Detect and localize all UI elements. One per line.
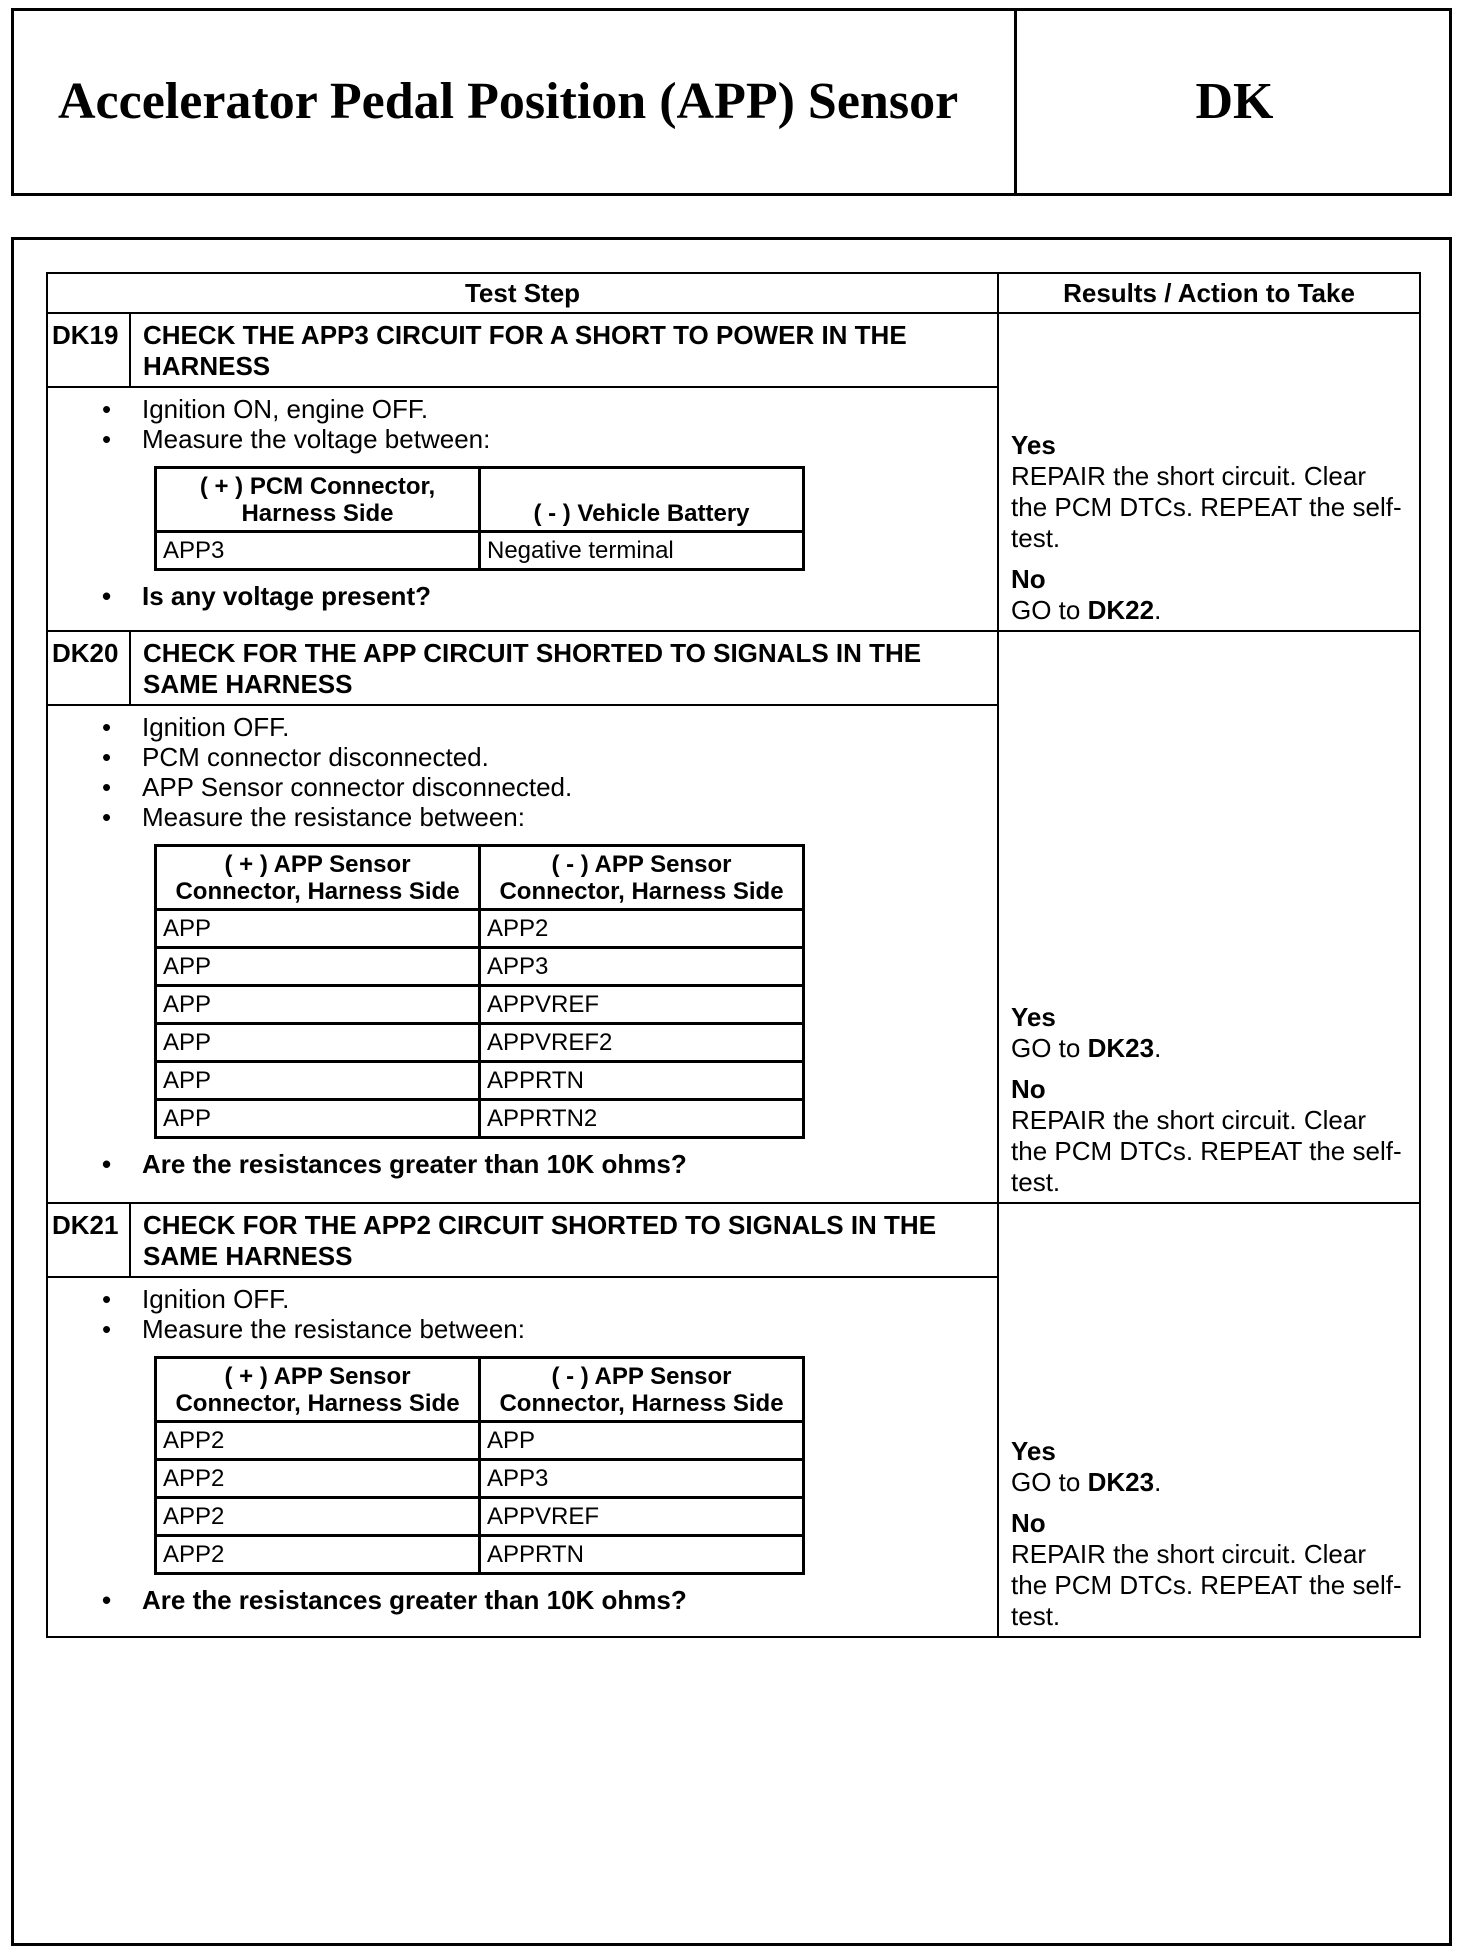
yes-label: Yes [1011,430,1056,460]
table-row: APP APPRTN2 [156,1100,804,1138]
document-title: Accelerator Pedal Position (APP) Sensor [58,73,959,130]
meas-col2-header: ( - ) APP Sensor Connector, Harness Side [480,846,804,910]
yes-action: GO to DK23. [1011,1467,1162,1497]
instruction-item: • Measure the resistance between: [142,802,989,832]
step-id: DK19 [47,313,130,387]
question-list [48,1149,989,1179]
instruction-list [48,394,989,454]
measurement-table [154,1356,805,1575]
measurement-table [154,844,805,1139]
step-dk19-title-row [47,313,1420,387]
instruction-item: • Ignition ON, engine OFF. [142,394,989,424]
instruction-item: • Ignition OFF. [142,712,989,742]
step-title: CHECK THE APP3 CIRCUIT FOR A SHORT TO POWER IN THE HARNESS [130,313,998,387]
step-dk20-title-row [47,631,1420,705]
yes-action: GO to DK23. [1011,1033,1162,1063]
goto-step-code: DK23 [1087,1033,1155,1063]
step-dk21-result [998,1203,1420,1637]
step-dk21-title-row [47,1203,1420,1277]
no-label: No [1011,1508,1046,1538]
yes-label: Yes [1011,1436,1056,1466]
section-code: DK [1195,73,1274,130]
results-header: Results / Action to Take [998,273,1420,313]
meas-col1-header: ( + ) APP Sensor Connector, Harness Side [156,1358,480,1422]
step-dk20-result [998,631,1420,1203]
instruction-item: • Measure the voltage between: [142,424,989,454]
measurement-table [154,466,805,571]
instruction-list [48,712,989,832]
no-action: REPAIR the short circuit. Clear the PCM DTCs. REPEAT the self-test. [1011,1539,1402,1631]
test-question: • Are the resistances greater than 10K ohms? [142,1149,989,1179]
step-dk19-result [998,313,1420,631]
table-row: APP APP3 [156,948,804,986]
meas-col2-header: ( - ) APP Sensor Connector, Harness Side [480,1358,804,1422]
instruction-item: • Measure the resistance between: [142,1314,989,1344]
step-id: DK21 [47,1203,130,1277]
step-body [47,705,998,1203]
table-row: APP2 APPVREF [156,1498,804,1536]
instruction-item: • APP Sensor connector disconnected. [142,772,989,802]
table-row: APP APPVREF2 [156,1024,804,1062]
test-question: • Are the resistances greater than 10K ohms? [142,1585,989,1615]
instruction-item: • PCM connector disconnected. [142,742,989,772]
instruction-item: • Ignition OFF. [142,1284,989,1314]
yes-action: REPAIR the short circuit. Clear the PCM DTCs. REPEAT the self-test. [1011,461,1402,553]
no-action: REPAIR the short circuit. Clear the PCM DTCs. REPEAT the self-test. [1011,1105,1402,1197]
question-list [48,581,989,611]
step-body [47,387,998,631]
test-question: • Is any voltage present? [142,581,989,611]
instruction-list [48,1284,989,1344]
table-row: APP2 APP3 [156,1460,804,1498]
question-list [48,1585,989,1615]
no-action: GO to DK22. [1011,595,1162,625]
goto-step-code: DK23 [1087,1467,1155,1497]
meas-col1-header: ( + ) APP Sensor Connector, Harness Side [156,846,480,910]
meas-col1-header: ( + ) PCM Connector, Harness Side [156,468,480,532]
step-id: DK20 [47,631,130,705]
procedure-table [46,272,1421,1638]
table-row: APP2 APPRTN [156,1536,804,1574]
step-title: CHECK FOR THE APP CIRCUIT SHORTED TO SIGNALS IN THE SAME HARNESS [130,631,998,705]
step-body [47,1277,998,1637]
table-row: APP APPRTN [156,1062,804,1100]
goto-step-code: DK22 [1087,595,1155,625]
no-label: No [1011,1074,1046,1104]
column-header-row [47,273,1420,313]
table-row: APP APP2 [156,910,804,948]
table-row: APP APPVREF [156,986,804,1024]
table-row: APP3 Negative terminal [156,532,804,570]
no-label: No [1011,564,1046,594]
table-row: APP2 APP [156,1422,804,1460]
test-step-header: Test Step [47,273,998,313]
step-title: CHECK FOR THE APP2 CIRCUIT SHORTED TO SIGNALS IN THE SAME HARNESS [130,1203,998,1277]
meas-col2-header: ( - ) Vehicle Battery [480,468,804,532]
yes-label: Yes [1011,1002,1056,1032]
